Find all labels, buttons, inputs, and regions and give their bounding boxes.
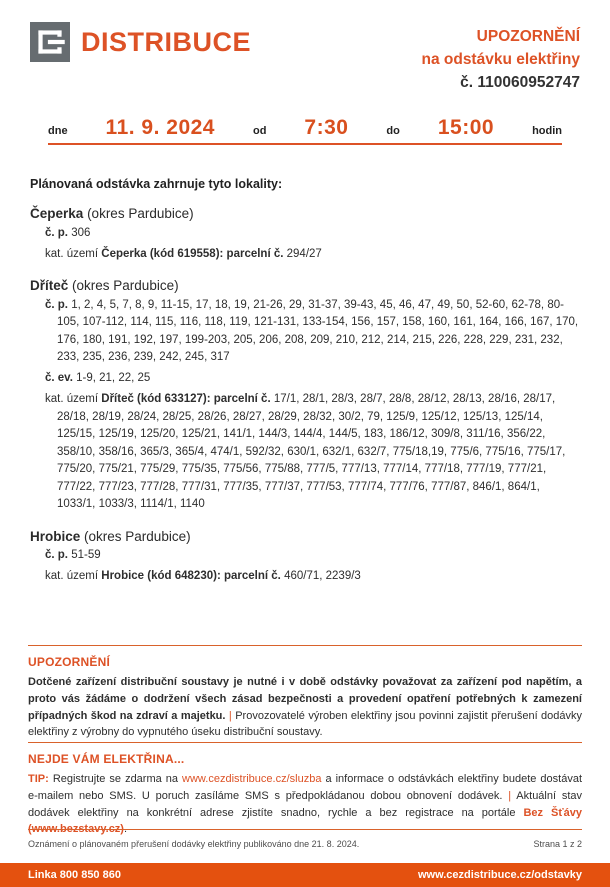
notice-title-line2: na odstávku elektřiny (421, 51, 580, 68)
cp-values: 1, 2, 4, 5, 7, 8, 9, 11-15, 17, 18, 19, 21-26, 29, 31-37, 39-43, 45, 46, 47, 49, 50, 52-60, 62-78, 80-105, 107-112, 114, 115, 116, 118, 119, 121-131, 133-154, 156, 157, 158, 160, 161, 164, 166, 167, 170, 176, 180, 191, 192, 197, 199-203, 205, 206, 208, 209, 210, 212, 214, 215, 226, 228, 229, 231, 232, 233, 235, 236, 239, 242, 245, 317 (57, 298, 579, 363)
kat-values: 460/71, 2239/3 (284, 570, 361, 582)
footer-website-link[interactable]: www.cezdistribuce.cz/odstavky (417, 869, 582, 881)
warning-text (28, 674, 582, 741)
hodin-label: hodin (532, 125, 562, 137)
locality-cp-line (30, 297, 580, 367)
cezdistribuce-sluzba-link[interactable]: www.cezdistribuce.cz/sluzba (182, 773, 322, 785)
cev-label: č. ev. (45, 372, 73, 384)
localities-heading: Plánovaná odstávka zahrnuje tyto lokality: (30, 177, 283, 191)
locality-district: (okres Pardubice) (87, 206, 194, 221)
brand-name: DISTRIBUCE (81, 27, 252, 57)
do-label: do (386, 125, 400, 137)
cev-values: 1-9, 21, 22, 25 (76, 372, 151, 384)
kat-bold: Dříteč (kód 633127): parcelní č. (101, 393, 271, 405)
warning-normal-text: Provozovatelé výroben elektřiny jsou povinni zajistit přerušení dodávky elektřiny z výrobny do vypnutého úseku distribuční soustavy. (28, 709, 583, 739)
schedule-row (48, 116, 562, 140)
header (0, 0, 610, 94)
kat-prefix: kat. území (45, 393, 99, 405)
publication-note-row (28, 829, 582, 849)
kat-values: 294/27 (286, 247, 322, 260)
locality-name: Čeperka (30, 206, 84, 221)
cez-distribuce-logo (30, 22, 251, 62)
notice-title-line1: UPOZORNĚNÍ (476, 28, 580, 45)
locality-kat-line (30, 568, 580, 586)
time-to: 15:00 (437, 116, 495, 139)
pipe-separator: | (228, 709, 232, 722)
locality-cp-line (30, 547, 580, 565)
tip-text-1: Registrujte se zdarma na (52, 773, 179, 785)
pipe-separator: | (508, 789, 512, 802)
locality-name: Hrobice (30, 528, 81, 544)
time-from: 7:30 (304, 116, 349, 139)
hotline-phone: Linka 800 850 860 (28, 869, 121, 881)
page-indicator: Strana 1 z 2 (533, 839, 582, 849)
od-label: od (252, 125, 267, 137)
power-help-section (28, 742, 582, 838)
cp-label: č. p. (45, 226, 69, 239)
notice-title-block (421, 22, 580, 94)
locality-district: (okres Pardubice) (84, 528, 191, 544)
cp-values: 51-59 (71, 549, 101, 561)
cp-label: č. p. (45, 298, 69, 311)
locality-name: Dříteč (30, 278, 69, 293)
locality-district: (okres Pardubice) (72, 278, 179, 293)
cp-values: 306 (71, 226, 91, 239)
kat-bold: Hrobice (kód 648230): parcelní č. (101, 570, 281, 582)
locality-cp-line (30, 225, 580, 243)
warning-bold-text: Dotčené zařízení distribuční soustavy je nutné i v době odstávky považovat za zařízení pod napětím, a proto vás žádáme o dodržení všech zásad bezpečnosti a provedení opatření potřebných k zamezení případných škod na zdraví a majetku. (28, 676, 582, 722)
dne-label: dne (48, 125, 68, 137)
footer-bar (0, 863, 610, 887)
cez-logo-icon (30, 22, 70, 62)
outage-date: 11. 9. 2024 (105, 116, 215, 139)
locality-heading-ceperka (30, 206, 580, 221)
kat-values: 17/1, 28/1, 28/3, 28/7, 28/8, 28/12, 28/13, 28/16, 28/17, 28/18, 28/19, 28/24, 28/25, 28/26, 28/27, 28/29, 28/32, 30/2, 79, 125/9, 125/12, 125/13, 125/14, 125/15, 125/19, 125/20, 125/21, 141/1, 144/3, 144/4, 144/5, 183, 186/12, 309/8, 311/16, 356/22, 358/10, 358/16, 365/3, 365/4, 474/1, 592/32, 630/1, 632/1, 632/7, 775/18,19, 775/6, 775/16, 775/17, 775/20, 775/21, 775/29, 775/35, 775/56, 775/88, 777/5, 777/13, 777/14, 777/18, 777/19, 777/21, 777/22, 777/23, 777/28, 777/31, 777/35, 777/37, 777/53, 777/74, 777/76, 777/87, 846/1, 864/1, 1033/1, 1033/3, 1114/1, 1140 (57, 393, 566, 510)
warning-section (28, 645, 582, 741)
tip-text-2: a informace o odstávkách elektřiny budete dostávat e-mailem nebo SMS. U poruch zasíláme SMS s předpokládanou dobou obnovení dodávek. (28, 773, 582, 802)
power-help-heading: NEJDE VÁM ELEKTŘINA... (28, 752, 185, 766)
kat-prefix: kat. území (45, 247, 99, 260)
publication-note: Oznámení o plánovaném přerušení dodávky elektřiny publikováno dne 21. 8. 2024. (28, 839, 360, 849)
tip-label: TIP: (28, 773, 49, 785)
warning-heading: UPOZORNĚNÍ (28, 655, 111, 669)
bez-stavy-link[interactable]: Bez Šťávy (523, 806, 582, 819)
localities-section (0, 145, 610, 586)
tip-text-end: . (123, 823, 128, 836)
kat-prefix: kat. území (45, 570, 99, 582)
locality-kat-line (30, 391, 580, 514)
tip-text-3: Aktuální stav dodávek elektřiny na konkrétní adrese zjistíte snadno, rychle a bez registrace na portále (28, 789, 582, 819)
kat-bold: Čeperka (kód 619558): parcelní č. (101, 247, 284, 260)
locality-cev-line (30, 370, 580, 388)
bezstavy-url-link[interactable]: (www.bezstavy.cz) (28, 823, 124, 836)
cp-label: č. p. (45, 549, 69, 561)
locality-heading-hrobice (30, 529, 580, 544)
locality-heading-dritec (30, 278, 580, 293)
locality-kat-line (30, 246, 580, 264)
notice-number: č. 110060952747 (460, 74, 580, 91)
